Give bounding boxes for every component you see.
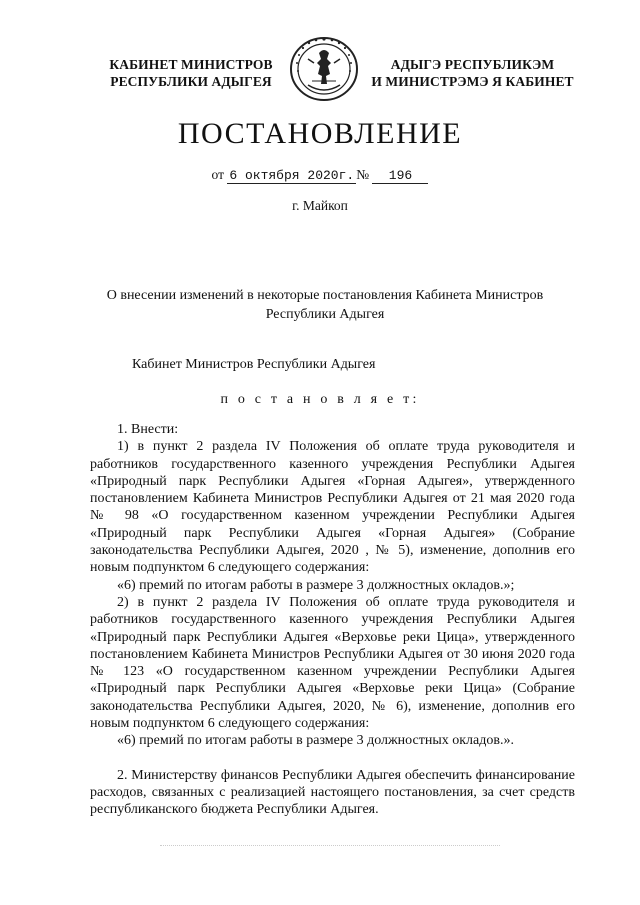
- number-label: №: [356, 167, 370, 182]
- paragraph-1: 1. Внести:: [117, 422, 179, 437]
- document-city: г. Майкоп: [292, 198, 348, 213]
- header-left-org: [96, 56, 286, 90]
- paragraph-1-1: 1) в пункт 2 раздела IV Положения об оплате труда руководителя и работников государственного казенного учреждения Республики Адыгея «Природный парк Республики Адыгея «Горная Адыгея», утвержденного постановлением Кабинета Министров Республики Адыгея от 21 мая 2020 года № 98 «О государственном казенном учреждении Республики Адыгея «Природный парк Республики Адыгея «Горная Адыгея» (Собрание законодательства Республики Адыгея, 2020 , № 5), изменение, дополнив его новым подпунктом 6 следующего содержания:: [90, 439, 575, 576]
- header-left-line1: КАБИНЕТ МИНИСТРОВ: [109, 57, 273, 72]
- preamble: Кабинет Министров Республики Адыгея: [132, 357, 376, 372]
- document-subject: О внесении изменений в некоторые постановления Кабинета Министров Республики Адыгея: [106, 288, 544, 322]
- header-right-line2: И МИНИСТРЭМЭ Я КАБИНЕТ: [371, 74, 574, 89]
- header-right-org: [370, 56, 575, 90]
- paragraph-1-2-quote: «6) премий по итогам работы в размере 3 должностных окладов.».: [117, 733, 514, 749]
- document-date: 6 октября 2020г.: [229, 168, 355, 183]
- header-left-line2: РЕСПУБЛИКИ АДЫГЕЯ: [110, 74, 272, 89]
- decree-word: п о с т а н о в л я е т:: [220, 392, 420, 407]
- document-title: ПОСТАНОВЛЕНИЕ: [177, 117, 463, 150]
- paragraph-2: 2. Министерству финансов Республики Адыгея обеспечить финансирование расходов, связанных с реализацией настоящего постановления, за счет средств республиканского бюджета Республики Адыгея.: [90, 767, 575, 818]
- coat-of-arms-emblem-icon: [286, 33, 362, 103]
- scan-artifact-divider: [160, 845, 500, 847]
- document-number: 196: [372, 168, 428, 184]
- paragraph-1-1-quote: «6) премий по итогам работы в размере 3 должностных окладов.»;: [117, 577, 515, 593]
- document-dateline: [0, 167, 640, 184]
- document-body: [90, 421, 575, 819]
- header-right-line1: АДЫГЭ РЕСПУБЛИКЭМ: [390, 57, 555, 72]
- date-prefix: от: [211, 167, 224, 182]
- paragraph-1-2: 2) в пункт 2 раздела IV Положения об оплате труда руководителя и работников государственного казенного учреждения Республики Адыгея «Природный парк Республики Адыгея «Верховье реки Цица», утвержденного постановлением Кабинета Министров Республики Адыгея от 30 июня 2020 года № 123 «О государственном казенном учреждении Республики Адыгея «Природный парк Республики Адыгея «Верховье реки Цица» (Собрание законодательства Республики Адыгея, 2020, № 6), изменение, дополнив его новым подпунктом 6 следующего содержания:: [90, 594, 575, 732]
